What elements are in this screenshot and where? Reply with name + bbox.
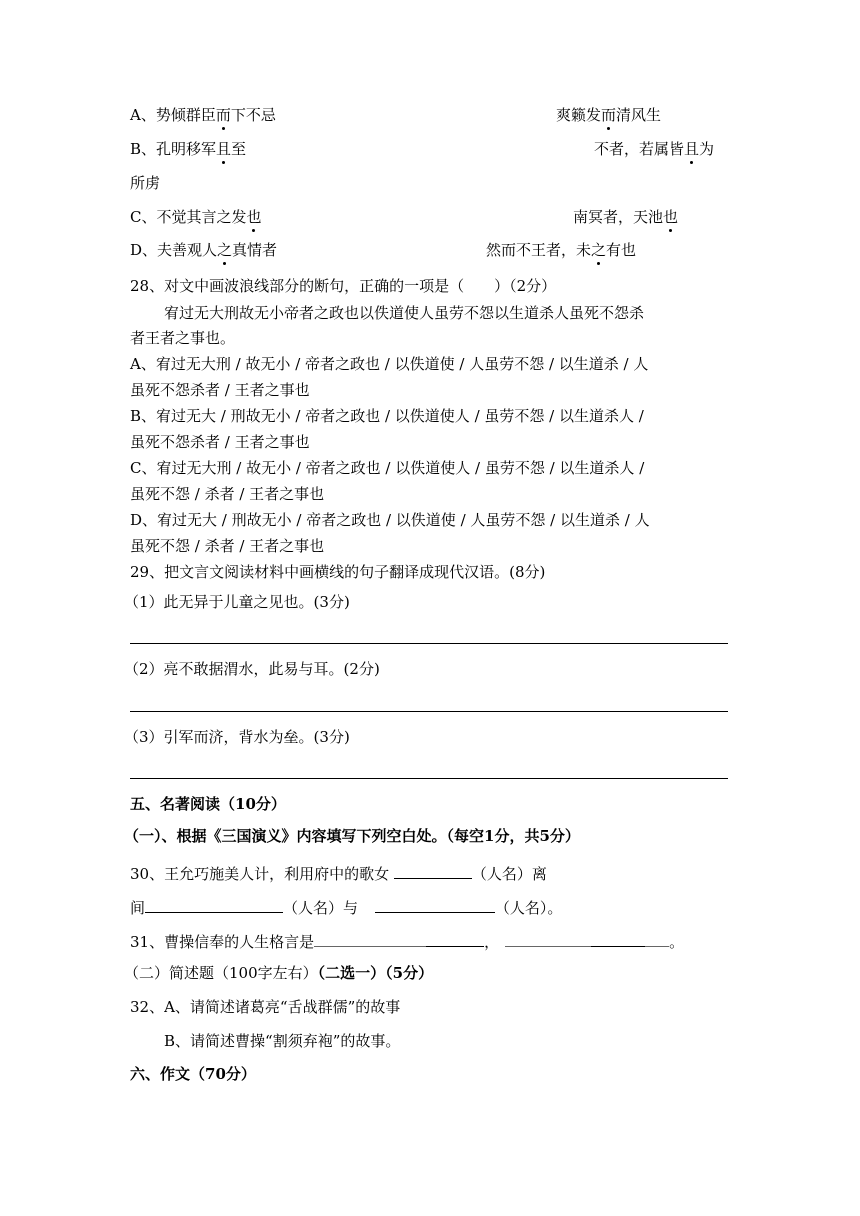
- text: 真情者: [232, 241, 278, 259]
- q28-option-b-line-1: B、宥过无大 / 刑故无小 / 帝者之政也 / 以佚道使人 / 虽劳不怨 / 以生道杀人 /: [130, 407, 644, 425]
- q28-option-a-line-1: A、宥过无大刑 / 故无小 / 帝者之政也 / 以佚道使 / 人虽劳不怨 / 以生道杀 / 人: [130, 355, 649, 373]
- q29-stem: 29、把文言文阅读材料中画横线的句子翻译成现代汉语。(8分): [130, 563, 546, 581]
- q27-option-d-right: [486, 243, 636, 258]
- q27-option-a-right: [556, 108, 661, 123]
- blank-motto-2c[interactable]: [645, 932, 669, 947]
- answer-line-3: [130, 778, 728, 779]
- dotted-char: 且: [216, 140, 232, 158]
- q30-line-2: [130, 898, 562, 916]
- q29-sentence-3: （3）引军而济，背水为垒。(3分): [124, 728, 350, 746]
- blank-name-3[interactable]: [375, 898, 495, 913]
- q27-option-c-right: [573, 210, 678, 225]
- q27-option-b-continuation: 所虏: [130, 174, 161, 192]
- text: 有也: [606, 241, 637, 259]
- section-5-title: 五、名著阅读（10分）: [130, 795, 286, 813]
- q32-option-b: B、请简述曹操“割须弃袍”的故事。: [164, 1032, 401, 1050]
- q30-line-1: [130, 864, 547, 882]
- text: 为: [699, 140, 715, 158]
- q28-option-c-line-2: 虽死不怨 / 杀者 / 王者之事也: [130, 485, 325, 503]
- section-6-title: 六、作文（70分）: [130, 1065, 256, 1083]
- q28-option-a-line-2: 虽死不怨杀者 / 王者之事也: [130, 381, 310, 399]
- q28-option-d-line-1: D、宥过无大 / 刑故无小 / 帝者之政也 / 以佚道使 / 人虽劳不怨 / 以生道杀 / 人: [130, 511, 650, 529]
- q27-option-b-left: [130, 142, 246, 157]
- q27-option-d-left: [130, 243, 277, 258]
- section-5-subtitle-1: （一）、根据《三国演义》内容填写下列空白处。（每空1分，共5分）: [124, 827, 580, 845]
- dotted-char: 也: [663, 208, 679, 226]
- dotted-char: 而: [215, 106, 231, 124]
- text: 清风生: [616, 106, 662, 124]
- text: （二）简述题（100字左右）: [124, 964, 318, 982]
- text: 30、王允巧施美人计，利用府中的歌女: [130, 865, 390, 883]
- text: 至: [231, 140, 247, 158]
- q27-option-a-left: [130, 108, 276, 123]
- blank-motto-2a[interactable]: [505, 932, 591, 947]
- text: 爽籁发: [556, 106, 602, 124]
- text: （人名）。: [494, 899, 563, 917]
- dotted-char: 之: [591, 241, 607, 259]
- q28-option-b-line-2: 虽死不怨杀者 / 王者之事也: [130, 433, 310, 451]
- q28-stem: 28、对文中画波浪线部分的断句，正确的一项是（ ）（2分）: [130, 277, 557, 295]
- q29-sentence-2: （2）亮不敢据渭水，此易与耳。(2分): [124, 660, 380, 678]
- blank-motto-1b[interactable]: [426, 932, 484, 947]
- answer-line-1: [130, 643, 728, 644]
- q28-option-d-line-2: 虽死不怨 / 杀者 / 王者之事也: [130, 537, 325, 555]
- text: （人名）离: [471, 865, 547, 883]
- text: 间: [130, 899, 146, 917]
- dotted-char: 之: [217, 241, 233, 259]
- text: C、不觉其言之发: [130, 208, 247, 226]
- q28-option-c-line-1: C、宥过无大刑 / 故无小 / 帝者之政也 / 以佚道使人 / 虽劳不怨 / 以生道杀人 /: [130, 459, 645, 477]
- text: 南冥者，天池: [573, 208, 664, 226]
- text: ，: [484, 933, 500, 951]
- section-5-subtitle-2: [124, 966, 433, 981]
- text: 。: [669, 933, 685, 951]
- answer-line-2: [130, 711, 728, 712]
- text: （人名）与: [283, 899, 359, 917]
- blank-motto-2b[interactable]: [591, 932, 645, 947]
- q32-option-a: 32、A、请简述诸葛亮“舌战群儒”的故事: [130, 998, 401, 1016]
- dotted-char: 也: [246, 208, 262, 226]
- text: D、夫善观人: [130, 241, 218, 259]
- q28-passage-line-2: 者王者之事也。: [130, 329, 236, 347]
- q28-passage-line-1: 宥过无大刑故无小帝者之政也以佚道使人虽劳不怨以生道杀人虽死不怨杀: [164, 304, 645, 322]
- dotted-char: 而: [601, 106, 617, 124]
- dotted-char: 且: [684, 140, 700, 158]
- text: （二选一）（5分）: [317, 964, 434, 982]
- text: B、孔明移军: [130, 140, 217, 158]
- q27-option-b-right: [594, 142, 714, 157]
- text: 31、曹操信奉的人生格言是: [130, 933, 315, 951]
- q27-option-c-left: [130, 210, 262, 225]
- text: 然而不王者，未: [486, 241, 592, 259]
- text: A、势倾群臣: [130, 106, 216, 124]
- q29-sentence-1: （1）此无异于儿童之见也。(3分): [124, 593, 350, 611]
- blank-name-2[interactable]: [145, 898, 283, 913]
- text: 下不忌: [230, 106, 276, 124]
- q31-line: [130, 932, 684, 950]
- blank-name-1[interactable]: [394, 864, 472, 879]
- blank-motto-1a[interactable]: [314, 932, 426, 947]
- text: 不者，若属皆: [594, 140, 685, 158]
